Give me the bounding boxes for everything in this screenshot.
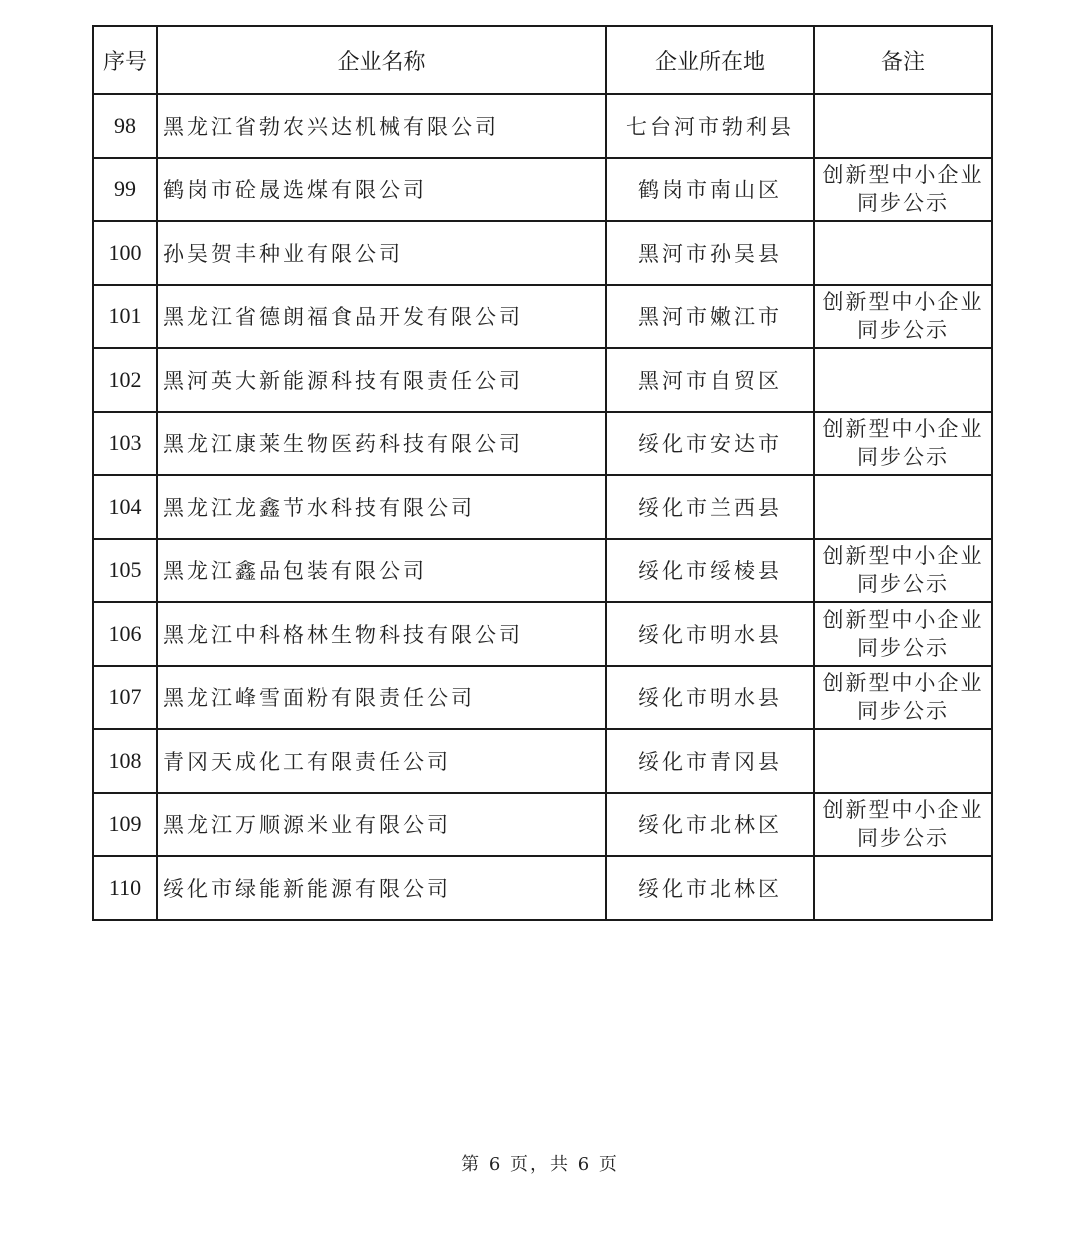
cell-location: 绥化市明水县: [606, 666, 814, 730]
cell-name: 黑龙江康莱生物医药科技有限公司: [157, 412, 606, 476]
enterprise-table-container: [92, 25, 991, 921]
cell-location: 绥化市明水县: [606, 602, 814, 666]
cell-seq: 107: [93, 666, 157, 730]
cell-location: 七台河市勃利县: [606, 94, 814, 158]
table-row: [93, 475, 992, 539]
cell-note: [814, 285, 992, 349]
header-name: 企业名称: [157, 26, 606, 94]
table-row: [93, 158, 992, 222]
cell-name: 黑龙江龙鑫节水科技有限公司: [157, 475, 606, 539]
cell-note: [814, 793, 992, 857]
cell-location: 绥化市北林区: [606, 793, 814, 857]
cell-name: 青冈天成化工有限责任公司: [157, 729, 606, 793]
note-line-1: 创新型中小企业: [822, 290, 984, 315]
note-line-2: 同步公示: [857, 635, 949, 660]
cell-location: 绥化市北林区: [606, 856, 814, 920]
cell-name: 黑龙江中科格林生物科技有限公司: [157, 602, 606, 666]
table-row: [93, 729, 992, 793]
cell-seq: 102: [93, 348, 157, 412]
cell-note: [814, 158, 992, 222]
cell-note: [814, 602, 992, 666]
note-line-2: 同步公示: [857, 191, 949, 216]
note-line-2: 同步公示: [857, 445, 949, 470]
note-line-1: 创新型中小企业: [822, 671, 984, 696]
cell-seq: 108: [93, 729, 157, 793]
cell-note: [814, 221, 992, 285]
cell-note: [814, 539, 992, 603]
cell-seq: 110: [93, 856, 157, 920]
header-note: 备注: [814, 26, 992, 94]
table-row: [93, 94, 992, 158]
cell-note: [814, 475, 992, 539]
cell-name: 黑龙江省德朗福食品开发有限公司: [157, 285, 606, 349]
cell-seq: 105: [93, 539, 157, 603]
table-row: [93, 602, 992, 666]
table-row: [93, 666, 992, 730]
cell-note: [814, 412, 992, 476]
cell-note: [814, 729, 992, 793]
page-indicator: 第 6 页，共 6 页: [461, 1154, 619, 1175]
note-line-2: 同步公示: [857, 826, 949, 851]
cell-location: 黑河市孙吴县: [606, 221, 814, 285]
cell-seq: 98: [93, 94, 157, 158]
cell-note: [814, 348, 992, 412]
cell-location: 黑河市嫩江市: [606, 285, 814, 349]
note-line-1: 创新型中小企业: [822, 163, 984, 188]
table-row: [93, 412, 992, 476]
table-row: [93, 856, 992, 920]
header-seq: 序号: [93, 26, 157, 94]
note-line-2: 同步公示: [857, 572, 949, 597]
note-line-2: 同步公示: [857, 318, 949, 343]
header-location: 企业所在地: [606, 26, 814, 94]
cell-location: 绥化市青冈县: [606, 729, 814, 793]
cell-name: 绥化市绿能新能源有限公司: [157, 856, 606, 920]
note-line-1: 创新型中小企业: [822, 544, 984, 569]
table-row: [93, 221, 992, 285]
cell-name: 黑龙江万顺源米业有限公司: [157, 793, 606, 857]
cell-seq: 104: [93, 475, 157, 539]
cell-location: 鹤岗市南山区: [606, 158, 814, 222]
cell-location: 绥化市绥棱县: [606, 539, 814, 603]
cell-name: 黑河英大新能源科技有限责任公司: [157, 348, 606, 412]
cell-seq: 100: [93, 221, 157, 285]
table-row: [93, 793, 992, 857]
cell-note: [814, 666, 992, 730]
cell-seq: 101: [93, 285, 157, 349]
note-line-1: 创新型中小企业: [822, 798, 984, 823]
cell-name: 黑龙江峰雪面粉有限责任公司: [157, 666, 606, 730]
note-line-2: 同步公示: [857, 699, 949, 724]
cell-seq: 99: [93, 158, 157, 222]
cell-location: 绥化市安达市: [606, 412, 814, 476]
cell-name: 鹤岗市砼晟选煤有限公司: [157, 158, 606, 222]
cell-note: [814, 856, 992, 920]
cell-name: 黑龙江省勃农兴达机械有限公司: [157, 94, 606, 158]
note-line-1: 创新型中小企业: [822, 417, 984, 442]
cell-location: 黑河市自贸区: [606, 348, 814, 412]
cell-seq: 109: [93, 793, 157, 857]
cell-name: 孙吴贺丰种业有限公司: [157, 221, 606, 285]
cell-seq: 106: [93, 602, 157, 666]
table-row: [93, 539, 992, 603]
cell-name: 黑龙江鑫品包装有限公司: [157, 539, 606, 603]
cell-seq: 103: [93, 412, 157, 476]
table-header-row: [93, 26, 992, 94]
cell-location: 绥化市兰西县: [606, 475, 814, 539]
cell-note: [814, 94, 992, 158]
enterprise-table: [92, 25, 993, 921]
table-row: [93, 285, 992, 349]
note-line-1: 创新型中小企业: [822, 607, 984, 632]
table-row: [93, 348, 992, 412]
